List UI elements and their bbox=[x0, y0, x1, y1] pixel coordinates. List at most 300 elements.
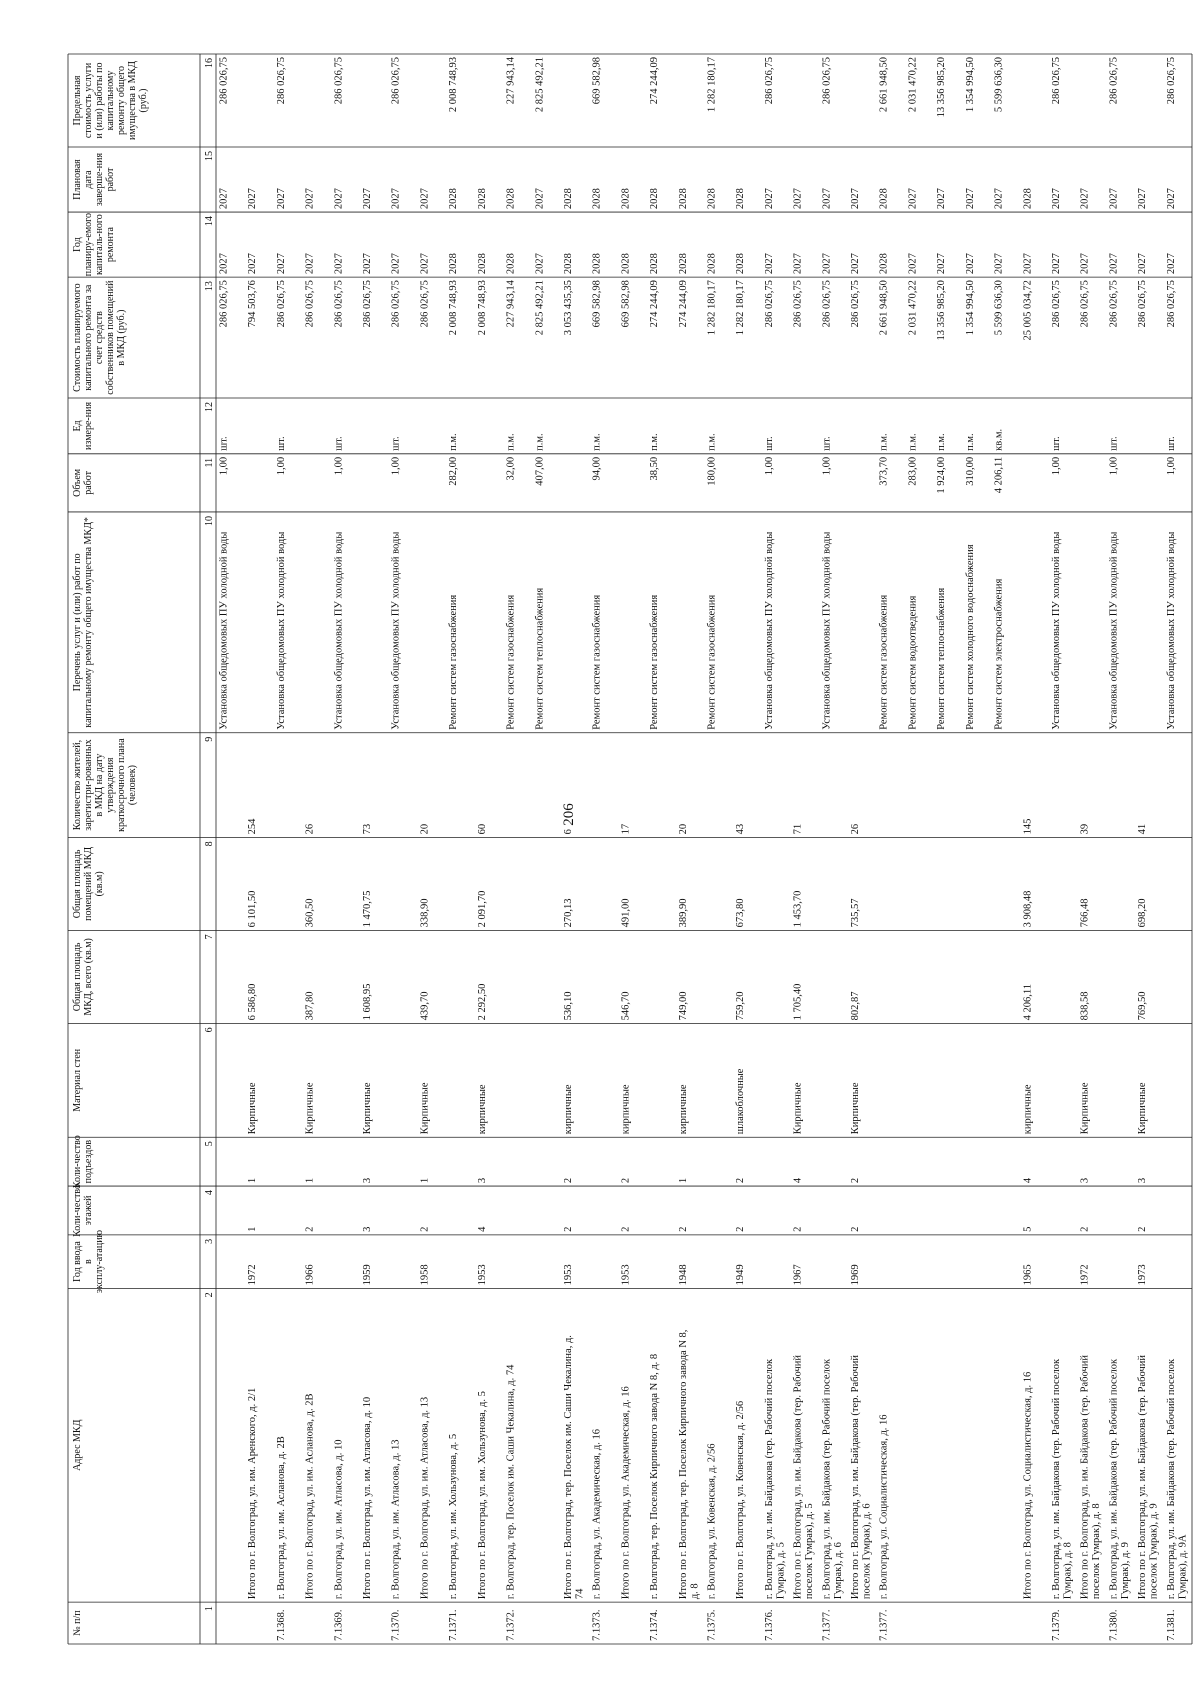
table-cell: Кирпичные bbox=[304, 1082, 316, 1135]
table-cell: 1 470,75 bbox=[362, 890, 374, 928]
table-cell: 2027 bbox=[993, 253, 1005, 275]
column-number: 16 bbox=[204, 58, 215, 68]
table-cell: 2 bbox=[562, 1226, 574, 1232]
table-cell: 286 026,75 bbox=[850, 280, 862, 328]
column-number: 13 bbox=[204, 281, 215, 292]
table-cell: 2027 bbox=[850, 253, 862, 275]
table-cell: 1,00 bbox=[1050, 456, 1062, 476]
table-cell: 6 101,50 bbox=[247, 890, 259, 928]
table-cell: 286 026,75 bbox=[821, 280, 833, 328]
column-header: капиталь-ного bbox=[94, 214, 105, 276]
table-cell: 1 453,70 bbox=[792, 890, 804, 928]
table-cell: 3 bbox=[476, 1177, 488, 1184]
table-cell: 2 008 748,93 bbox=[448, 280, 460, 336]
table-cell: 2027 bbox=[936, 253, 948, 275]
table-cell: 2028 bbox=[448, 188, 460, 210]
column-header: Коли-чество bbox=[72, 1184, 83, 1237]
table-cell: 2027 bbox=[218, 188, 230, 210]
column-header: (руб.) bbox=[138, 88, 149, 113]
table-cell: 546,70 bbox=[620, 991, 632, 1021]
table-cell: 2027 bbox=[1108, 188, 1120, 210]
table-cell: Итого по г. Волгоград, ул. им. Атласова, д. 13 bbox=[419, 1396, 431, 1600]
table-cell: г. Волгоград, ул. Академическая, д. 16 bbox=[591, 1428, 603, 1600]
table-cell: 2 bbox=[419, 1226, 431, 1232]
table-cell: 2028 bbox=[562, 253, 574, 275]
table-cell: 4 206,11 bbox=[1022, 983, 1034, 1021]
table-cell: 2 bbox=[1079, 1226, 1091, 1232]
table-cell: 286 026,75 bbox=[1137, 280, 1149, 328]
table-cell: 2 bbox=[620, 1226, 632, 1232]
table-cell: кирпичные bbox=[476, 1084, 488, 1135]
table-cell: 2027 bbox=[821, 188, 833, 210]
column-header: заверше-ния bbox=[94, 152, 105, 207]
table-cell: г. Волгоград, ул. им. Байдакова (тер. Рабочий поселок bbox=[1165, 1358, 1177, 1600]
table-cell: г. Волгоград, ул. им. Байдакова (тер. Рабочий поселок bbox=[763, 1358, 775, 1600]
table-cell: 759,20 bbox=[735, 991, 747, 1021]
table-cell: 7.1371. bbox=[448, 1609, 460, 1641]
table-cell: 2027 bbox=[1050, 253, 1062, 275]
table-cell: 2027 bbox=[304, 253, 316, 275]
table-cell: 2 008 748,93 bbox=[448, 57, 460, 113]
table-cell: 491,00 bbox=[620, 898, 632, 928]
table-cell: 2027 bbox=[1137, 188, 1149, 210]
table-cell: Кирпичные bbox=[1079, 1082, 1091, 1135]
table-cell: п.м. bbox=[448, 433, 460, 451]
column-number: 7 bbox=[204, 934, 215, 940]
table-cell: поселок Гумрак), д. 8 bbox=[1091, 1503, 1103, 1600]
table-cell: 2 bbox=[735, 1177, 747, 1184]
table-cell: 1,00 bbox=[1165, 456, 1177, 476]
table-cell: 2028 bbox=[706, 188, 718, 210]
table-cell: Итого по г. Волгоград, ул. Академическая, д. 16 bbox=[620, 1386, 632, 1600]
table-cell: 43 bbox=[735, 823, 747, 835]
table-cell: Ремонт систем холодного водоснабжения bbox=[964, 544, 976, 730]
table-cell: 4 bbox=[476, 1226, 488, 1232]
table-cell: Установка общедомовых ПУ холодной воды bbox=[1165, 531, 1177, 730]
table-cell: 2 bbox=[850, 1226, 862, 1232]
table-cell: 286 026,75 bbox=[275, 280, 287, 328]
table-cell: 2027 bbox=[218, 253, 230, 275]
table-cell: 1,00 bbox=[218, 456, 230, 476]
table-cell: Установка общедомовых ПУ холодной воды bbox=[1108, 531, 1120, 730]
table-cell: шлакоблочные bbox=[735, 1068, 747, 1135]
table-cell: 2 825 492,21 bbox=[534, 280, 546, 336]
table-cell: Ремонт систем газоснабжения bbox=[706, 594, 718, 730]
table-cell: 2 031 470,22 bbox=[907, 57, 919, 113]
table-cell: Установка общедомовых ПУ холодной воды bbox=[1050, 531, 1062, 730]
column-number: 14 bbox=[204, 216, 215, 227]
table-cell: 286 026,75 bbox=[333, 280, 345, 328]
table-cell: 2027 bbox=[964, 253, 976, 275]
table-cell: 2027 bbox=[419, 253, 431, 275]
column-header: Год bbox=[72, 237, 83, 252]
table-cell: 2027 bbox=[247, 188, 259, 210]
column-header: Год ввода bbox=[72, 1241, 83, 1283]
table-cell: г. Волгоград, ул. им. Байдакова (тер. Рабочий поселок bbox=[1050, 1358, 1062, 1600]
table-cell: п.м. bbox=[878, 433, 890, 451]
table-cell: 2 661 948,50 bbox=[878, 280, 890, 336]
table-cell: 20 bbox=[419, 823, 431, 835]
table-cell: 802,87 bbox=[850, 991, 862, 1021]
column-header: МКД, всего (кв.м) bbox=[83, 938, 94, 1016]
table-cell: 2028 bbox=[620, 253, 632, 275]
table-cell: 2028 bbox=[649, 188, 661, 210]
table-cell: 7.1369. bbox=[333, 1609, 345, 1641]
column-header: Предельная bbox=[72, 75, 83, 126]
table-cell: г. Волгоград, ул. им. Асланова, д. 2В bbox=[275, 1436, 287, 1600]
column-number: 15 bbox=[204, 150, 215, 161]
table-cell: 2 008 748,93 bbox=[476, 280, 488, 336]
table-cell: 74 bbox=[574, 1588, 586, 1600]
table-cell: кирпичные bbox=[677, 1084, 689, 1135]
column-header: № п/п bbox=[72, 1610, 83, 1636]
table-cell: 2027 bbox=[247, 253, 259, 275]
table-cell: 274 244,09 bbox=[649, 57, 661, 105]
table-cell: 2028 bbox=[591, 253, 603, 275]
table-cell: п.м. bbox=[591, 433, 603, 451]
table-cell: п.м. bbox=[534, 433, 546, 451]
column-header: Адрес МКД bbox=[72, 1419, 83, 1471]
column-header: работ bbox=[105, 167, 116, 192]
table-body bbox=[68, 54, 1192, 1644]
table-cell: 1948 bbox=[677, 1264, 689, 1286]
table-cell: Ремонт систем газоснабжения bbox=[591, 594, 603, 730]
table-cell: 373,70 bbox=[878, 456, 890, 486]
table-cell: 25 005 034,72 bbox=[1022, 280, 1034, 341]
column-number: 11 bbox=[204, 457, 215, 468]
table-cell: 1,00 bbox=[821, 456, 833, 476]
table-cell: 2028 bbox=[1022, 188, 1034, 210]
table-cell: 2028 bbox=[476, 253, 488, 275]
table-cell: Гумрак), д. 9А bbox=[1177, 1534, 1189, 1600]
table-cell: д. 8 bbox=[689, 1583, 701, 1600]
table-cell: 766,48 bbox=[1079, 898, 1091, 928]
table-cell: 286 026,75 bbox=[792, 280, 804, 328]
table-cell: 1973 bbox=[1137, 1264, 1149, 1286]
table-cell: 73 bbox=[362, 823, 374, 835]
table-cell: 2027 bbox=[907, 253, 919, 275]
table-cell: 2027 bbox=[419, 188, 431, 210]
table-cell: 7.1377. bbox=[878, 1609, 890, 1641]
table-cell: 407,00 bbox=[534, 456, 546, 486]
table-cell: 1 354 994,50 bbox=[964, 57, 976, 113]
rotated-table bbox=[64, 46, 1200, 1652]
table-cell: 286 026,75 bbox=[333, 57, 345, 105]
table-cell: 1972 bbox=[247, 1264, 259, 1286]
table-cell: 13 356 985,20 bbox=[936, 57, 948, 118]
table-cell: 2 bbox=[1137, 1226, 1149, 1232]
table-cell: 1 705,40 bbox=[792, 983, 804, 1021]
table-cell: 439,70 bbox=[419, 991, 431, 1021]
table-cell: кирпичные bbox=[562, 1084, 574, 1135]
table-cell: 274 244,09 bbox=[677, 280, 689, 328]
table-cell: 1 354 994,50 bbox=[964, 280, 976, 336]
table-cell: 7.1373. bbox=[591, 1609, 603, 1641]
table-cell: Итого по г. Волгоград, ул. Ковенская, д. 2/56 bbox=[735, 1400, 747, 1600]
table-cell: кирпичные bbox=[1022, 1084, 1034, 1135]
table-cell: г. Волгоград, ул. Ковенская, д. 2/56 bbox=[706, 1443, 718, 1600]
table-cell: г. Волгоград, ул. им. Хользунова, д. 5 bbox=[448, 1433, 460, 1600]
column-header: (человек) bbox=[127, 765, 138, 806]
table-cell: шт. bbox=[218, 436, 230, 451]
table-cell: 2027 bbox=[821, 253, 833, 275]
table-cell: г. Волгоград, ул. им. Атласова, д. 13 bbox=[390, 1439, 402, 1600]
table-cell: 1967 bbox=[792, 1264, 804, 1286]
table-cell: Ремонт систем газоснабжения bbox=[448, 594, 460, 730]
table-cell: 2027 bbox=[993, 188, 1005, 210]
table-cell: п.м. bbox=[649, 433, 661, 451]
column-header: капитальному bbox=[105, 70, 116, 131]
table-cell: 286 026,75 bbox=[390, 280, 402, 328]
table-cell: шт. bbox=[763, 436, 775, 451]
column-header: Перечень услуг и (или) работ по bbox=[72, 553, 83, 692]
column-number: 6 bbox=[204, 1027, 215, 1033]
table-cell: 794 503,76 bbox=[247, 280, 259, 328]
column-header: измере-ния bbox=[83, 401, 94, 450]
table-cell: 227 943,14 bbox=[505, 57, 517, 105]
table-cell: 5 599 636,30 bbox=[993, 57, 1005, 113]
column-header: в МКД на дату bbox=[94, 753, 105, 817]
table-cell: 2027 bbox=[1050, 188, 1062, 210]
table-cell: 2027 bbox=[390, 253, 402, 275]
table-cell: 2027 bbox=[333, 253, 345, 275]
table-cell: 2027 bbox=[1079, 188, 1091, 210]
table-cell: 1953 bbox=[476, 1264, 488, 1286]
table-cell: Кирпичные bbox=[1137, 1082, 1149, 1135]
table-cell: 286 026,75 bbox=[1108, 280, 1120, 328]
table-cell: 2028 bbox=[649, 253, 661, 275]
column-header: ремонту общего bbox=[116, 66, 127, 135]
page-number: 206 bbox=[560, 803, 577, 826]
table-cell: 2 bbox=[677, 1226, 689, 1232]
table-cell: 7.1376. bbox=[763, 1609, 775, 1641]
table-cell: 286 026,75 bbox=[1108, 57, 1120, 105]
table-cell: 1958 bbox=[419, 1264, 431, 1286]
table-cell: шт. bbox=[1165, 436, 1177, 451]
table-cell: 286 026,75 bbox=[1165, 280, 1177, 328]
column-header: имущества в МКД bbox=[127, 60, 138, 140]
table-cell: 26 bbox=[850, 823, 862, 835]
table-cell: 2028 bbox=[448, 253, 460, 275]
table-cell: 1 bbox=[677, 1177, 689, 1184]
table-cell: 286 026,75 bbox=[304, 280, 316, 328]
table-cell: 2028 bbox=[505, 188, 517, 210]
table-cell: 2 bbox=[850, 1177, 862, 1184]
column-header: собственников помещений bbox=[105, 280, 116, 395]
table-cell: 71 bbox=[792, 823, 804, 835]
table-cell: 698,20 bbox=[1137, 898, 1149, 928]
table-cell: 2028 bbox=[476, 188, 488, 210]
column-header: краткосрочного плана bbox=[116, 738, 127, 832]
table-cell: Установка общедомовых ПУ холодной воды bbox=[390, 531, 402, 730]
table-cell: поселок Гумрак), д. 5 bbox=[804, 1503, 816, 1600]
table-cell: 2027 bbox=[850, 188, 862, 210]
table-cell: 2028 bbox=[677, 188, 689, 210]
table-cell: 669 582,98 bbox=[591, 280, 603, 328]
table-cell: 7.1380. bbox=[1108, 1609, 1120, 1641]
table-cell: 286 026,75 bbox=[218, 280, 230, 328]
table-cell: 1 bbox=[247, 1226, 259, 1232]
table-cell: 2 292,50 bbox=[476, 983, 488, 1021]
table-cell: 286 026,75 bbox=[1050, 280, 1062, 328]
table-cell: 227 943,14 bbox=[505, 280, 517, 328]
table-cell: 6 bbox=[562, 829, 574, 835]
table-cell: 3 053 435,35 bbox=[562, 280, 574, 336]
table-cell: 338,90 bbox=[419, 898, 431, 928]
column-number: 10 bbox=[204, 515, 215, 526]
column-number: 1 bbox=[204, 1606, 215, 1612]
table-cell: 2027 bbox=[907, 188, 919, 210]
table-cell: 286 026,75 bbox=[419, 280, 431, 328]
table-cell: 669 582,98 bbox=[591, 57, 603, 105]
table-cell: 254 bbox=[247, 818, 259, 835]
column-number: 8 bbox=[204, 841, 215, 847]
table-cell: 5 599 636,30 bbox=[993, 280, 1005, 336]
table-cell: 4 bbox=[1022, 1177, 1034, 1184]
table-cell: г. Волгоград, ул. им. Атласова, д. 10 bbox=[333, 1439, 345, 1600]
table-cell: 749,00 bbox=[677, 991, 689, 1021]
table-cell: шт. bbox=[1050, 436, 1062, 451]
table-cell: 286 026,75 bbox=[1050, 57, 1062, 105]
table-cell: 2027 bbox=[534, 253, 546, 275]
table-cell: 2027 bbox=[333, 188, 345, 210]
column-header: Стоимость планируемого bbox=[72, 283, 83, 392]
column-header: Коли-чество bbox=[72, 1135, 83, 1189]
table-cell: 2027 bbox=[534, 188, 546, 210]
table-cell: 286 026,75 bbox=[1165, 57, 1177, 105]
column-header: капитального ремонта за bbox=[83, 284, 94, 391]
table-cell: 2 bbox=[562, 1177, 574, 1184]
table-cell: 38,50 bbox=[649, 456, 661, 481]
table-cell: 32,00 bbox=[505, 456, 517, 481]
table-cell: Ремонт систем теплоснабжения bbox=[534, 587, 546, 730]
column-number: 12 bbox=[204, 402, 215, 413]
table-cell: 7.1370. bbox=[390, 1609, 402, 1641]
table-cell: п.м. bbox=[936, 433, 948, 451]
table-cell: 1966 bbox=[304, 1264, 316, 1286]
table-cell: 2028 bbox=[591, 188, 603, 210]
table-cell: 1 282 180,17 bbox=[706, 57, 718, 113]
column-header: планиру-емого bbox=[83, 212, 94, 277]
table-cell: 145 bbox=[1022, 818, 1034, 835]
column-header: Объем bbox=[72, 468, 83, 497]
table-cell: 389,90 bbox=[677, 898, 689, 928]
table-cell: поселок Гумрак), д. 9 bbox=[1148, 1503, 1160, 1600]
table-cell: 769,50 bbox=[1137, 991, 1149, 1021]
column-header: счет средств bbox=[94, 311, 105, 365]
table-cell: 1965 bbox=[1022, 1264, 1034, 1286]
table-cell: Кирпичные bbox=[850, 1082, 862, 1135]
table-cell: 1 282 180,17 bbox=[735, 280, 747, 336]
table-cell: 2 825 492,21 bbox=[534, 57, 546, 113]
column-header: дата bbox=[83, 170, 94, 189]
table-cell: 2 bbox=[792, 1226, 804, 1232]
column-header: работ bbox=[83, 470, 94, 495]
table-cell: 1949 bbox=[735, 1264, 747, 1286]
table-cell: Итого по г. Волгоград, ул. им. Байдакова (тер. Рабочий bbox=[792, 1355, 804, 1600]
table-cell: Ремонт систем электроснабжения bbox=[993, 578, 1005, 730]
table-cell: 536,10 bbox=[562, 991, 574, 1021]
table-cell: 1,00 bbox=[333, 456, 345, 476]
table-cell: Ремонт систем газоснабжения bbox=[505, 594, 517, 730]
table-cell: 2027 bbox=[1108, 253, 1120, 275]
table-cell: 3 bbox=[362, 1177, 374, 1184]
table-cell: 283,00 bbox=[907, 456, 919, 486]
table-cell: 1 924,00 bbox=[936, 456, 948, 494]
table-cell: 2028 bbox=[706, 253, 718, 275]
table-cell: Итого по г. Волгоград, ул. им. Байдакова (тер. Рабочий bbox=[1137, 1355, 1149, 1600]
table-cell: 310,00 bbox=[964, 456, 976, 486]
table-cell: 2028 bbox=[505, 253, 517, 275]
table-cell: 2027 bbox=[1022, 253, 1034, 275]
table-cell: Гумрак), д. 5 bbox=[775, 1542, 787, 1600]
table-cell: 286 026,75 bbox=[1079, 280, 1091, 328]
table-cell: 1 bbox=[419, 1177, 431, 1184]
table-cell: 94,00 bbox=[591, 456, 603, 481]
table-cell: Итого по г. Волгоград, ул. им. Байдакова (тер. Рабочий bbox=[850, 1355, 862, 1600]
table-cell: 387,80 bbox=[304, 991, 316, 1021]
table-cell: 1972 bbox=[1079, 1264, 1091, 1286]
column-number: 4 bbox=[204, 1190, 215, 1196]
column-header: этажей bbox=[83, 1195, 94, 1226]
table-cell: 2 091,70 bbox=[476, 890, 488, 928]
table-cell: 3 bbox=[1079, 1177, 1091, 1184]
table-cell: 7.1368. bbox=[275, 1609, 287, 1641]
table-cell: 2027 bbox=[362, 188, 374, 210]
table-cell: 360,50 bbox=[304, 898, 316, 928]
column-header: утверждения bbox=[105, 757, 116, 813]
table-cell: 2027 bbox=[763, 253, 775, 275]
table-cell: 39 bbox=[1079, 823, 1091, 835]
table-cell: Итого по г. Волгоград, ул. им. Асланова, д. 2В bbox=[304, 1393, 316, 1600]
column-header: помещений МКД bbox=[83, 846, 94, 921]
table-cell: Ремонт систем газоснабжения bbox=[878, 594, 890, 730]
table-cell: кв.м. bbox=[993, 428, 1005, 451]
column-number: 5 bbox=[204, 1141, 215, 1147]
table-cell: Итого по г. Волгоград, ул. им. Байдакова (тер. Рабочий bbox=[1079, 1355, 1091, 1600]
table-cell: Гумрак), д. 6 bbox=[832, 1542, 844, 1600]
table-cell: 13 356 985,20 bbox=[936, 280, 948, 341]
table-cell: 7.1377. bbox=[821, 1609, 833, 1641]
table-cell: 2028 bbox=[878, 188, 890, 210]
table-cell: 180,00 bbox=[706, 456, 718, 486]
table-cell: 2027 bbox=[763, 188, 775, 210]
table-cell: Гумрак), д. 9 bbox=[1119, 1542, 1131, 1600]
table-cell: 2 bbox=[304, 1226, 316, 1232]
table-cell: 673,80 bbox=[735, 898, 747, 928]
table-cell: шт. bbox=[821, 436, 833, 451]
table-cell: Установка общедомовых ПУ холодной воды bbox=[821, 531, 833, 730]
table-cell: 7.1375. bbox=[706, 1609, 718, 1641]
table-cell: 2027 bbox=[1079, 253, 1091, 275]
table-cell: 1 282 180,17 bbox=[706, 280, 718, 336]
column-header: Материал стен bbox=[72, 1048, 83, 1112]
table-cell: 2027 bbox=[792, 253, 804, 275]
table-cell: 2 031 470,22 bbox=[907, 280, 919, 336]
column-header: Ед bbox=[72, 420, 83, 432]
table-cell: г. Волгоград, тер. Поселок им. Саши Чекалина, д. 74 bbox=[505, 1364, 517, 1600]
table-cell: 1 608,95 bbox=[362, 983, 374, 1021]
table-cell: кирпичные bbox=[620, 1084, 632, 1135]
column-header: и (или) работы по bbox=[94, 62, 105, 139]
table-cell: 1953 bbox=[562, 1264, 574, 1286]
table-cell: шт. bbox=[333, 436, 345, 451]
column-header: Общая площадь bbox=[72, 849, 83, 919]
table-cell: 2 661 948,50 bbox=[878, 57, 890, 113]
table-cell: г. Волгоград, ул. им. Байдакова (тер. Рабочий поселок bbox=[1108, 1358, 1120, 1600]
table-cell: 2028 bbox=[735, 188, 747, 210]
table-cell: 286 026,75 bbox=[763, 57, 775, 105]
